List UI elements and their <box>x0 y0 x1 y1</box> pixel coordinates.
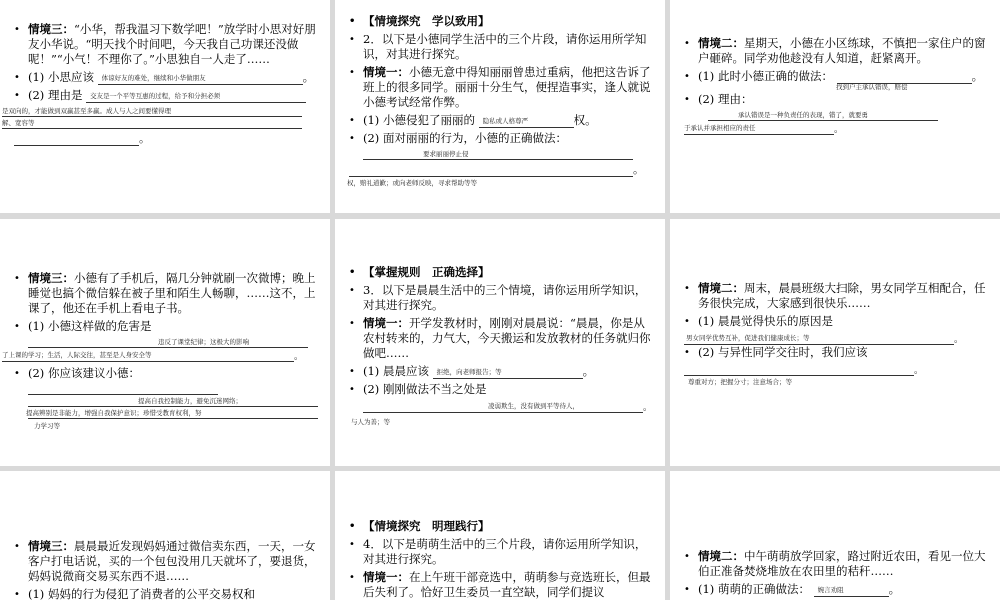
scene-text: 星期天，小德在小区练球，不慎把一家住户的窗户砸碎。同学劝他趁没有人知道，赶紧离开。 <box>698 36 986 65</box>
slide-3 <box>670 0 1000 213</box>
section-heading: • 【情境探究 明理践行】 <box>349 519 655 534</box>
answer-text: 于承认并承担相应的责任 <box>684 124 756 132</box>
question-text: (1) 小德这样做的危害是 <box>28 319 152 333</box>
answer-text: 拒绝，向老师报告；等 <box>436 368 502 376</box>
question-1 <box>14 587 320 600</box>
answer-line-end: 。 <box>684 363 990 376</box>
section-heading: • 【情境探究 学以致用】 <box>349 14 655 29</box>
question-end: 。 <box>582 364 595 378</box>
question-2 <box>349 131 655 146</box>
scene-label: 情境一： <box>363 570 409 584</box>
question-1 <box>349 113 655 128</box>
slide-2 <box>335 0 665 213</box>
section-heading: • 【掌握规则 正确选择】 <box>349 265 655 280</box>
answer-blank <box>814 584 889 597</box>
question-2 <box>684 345 990 360</box>
answer-line-end: 男女同学优势互补，促进我们健康成长；等 。 <box>686 334 964 345</box>
scene-paragraph <box>14 539 320 584</box>
answer-text: 体谅好友的难处，继续和小华做朋友 <box>101 74 206 82</box>
answer-text: 交友是一个平等互惠的过程，给予和分担必须 <box>90 92 221 100</box>
answer-line <box>28 384 218 395</box>
scene-label: 情境二： <box>698 36 744 50</box>
scene-paragraph <box>684 36 990 66</box>
question-1: • (1) 此时小德正确的做法： 。 <box>684 69 990 84</box>
answer-line-end: 。 <box>349 161 655 177</box>
scene-text: 在上午班干部竞选中，萌萌参与竞选班长，但最后失利了。恰好卫生委员一直空缺，同学们提议 <box>363 570 651 599</box>
question-text: (1) 晨晨觉得快乐的原因是 <box>698 314 833 328</box>
answer-line <box>2 118 302 129</box>
scene-text: 开学发教材时，刚刚对晨晨说：“晨晨，你是从农村转来的，力气大，今天搬运和发放教材的任务就归你做吧…… <box>363 316 651 360</box>
answer-text: 提高自我控制能力，避免沉迷网络； <box>138 397 242 405</box>
intro-text: • 2．以下是小德同学生活中的三个片段，请你运用所学知识，对其进行探究。 <box>349 32 655 62</box>
question-1: • (1) 小思应该 体谅好友的难处，继续和小华做朋友 。 <box>14 70 320 85</box>
scene-text: 小德有了手机后，隔几分钟就刷一次微博；晚上睡觉也搞个微信躲在被子里和陌生人畅聊，……这不，上课了，他还在手机上看电子书。 <box>28 271 316 315</box>
answer-text: 是双向的，才能做到双赢甚至多赢。成人与人之间要懂得理 <box>2 107 171 115</box>
slide-1 <box>0 0 330 213</box>
answer-line <box>363 149 633 160</box>
scene-text: 晨晨最近发现妈妈通过微信卖东西，一天，一女客户打电话说，买的一个包包没用几天就坏了，要退货，妈妈说微商交易买东西不退…… <box>28 539 316 583</box>
question-end: 权。 <box>573 113 597 127</box>
answer-text: 解、宽容等 <box>2 119 35 127</box>
answer-text: 男女同学优势互补，促进我们健康成长；等 <box>686 334 810 342</box>
answer-text: 提高辨别是非能力，增强自我保护意识；珍惜受教育权利，努 <box>26 409 202 417</box>
scene-label: 情境二： <box>698 281 744 295</box>
question-2 <box>684 92 990 107</box>
answer-text: 承认错误是一种负责任的表现，错了，就要勇 <box>738 111 868 119</box>
question-text: (1) 小德侵犯了丽丽的 <box>363 113 475 127</box>
answer-text: 凌弱欺生，没有做到平等待人， <box>488 402 579 410</box>
scene-text: 周末，晨晨班级大扫除，男女同学互相配合，任务很快完成，大家感到很快乐…… <box>698 281 986 310</box>
question-text: (2) 与异性同学交往时，我们应该 <box>698 345 868 359</box>
question-1: • (1) 萌萌的正确做法： 婉言劝阻 。 <box>684 582 990 597</box>
question-2 <box>14 88 320 103</box>
slide-9 <box>670 471 1000 600</box>
question-text: (2) 理由是 <box>28 88 83 102</box>
scene-label: 情境三： <box>28 22 74 36</box>
question-1 <box>684 314 990 329</box>
scene-paragraph <box>684 281 990 311</box>
scene-paragraph <box>349 65 655 110</box>
question-text: (1) 晨晨应该 <box>363 364 429 378</box>
answer-line-end: 。 <box>14 130 320 146</box>
question-1 <box>349 364 655 379</box>
intro-text: • 3．以下是晨晨生活中的三个情境，请你运用所学知识，对其进行探究。 <box>349 283 655 313</box>
slide-8 <box>335 471 665 600</box>
question-text: (2) 理由： <box>698 92 753 106</box>
answer-line-end: 于承认并承担相应的责任 。 <box>684 124 844 135</box>
question-text: (1) 此时小德正确的做法： <box>698 69 833 83</box>
scene-label: 情境三： <box>28 271 74 285</box>
answer-line-end: 了上课的学习；生活，人际交往，甚至是人身安全等 。 <box>2 351 304 362</box>
slide-4 <box>0 219 330 466</box>
question-2 <box>14 366 320 381</box>
answer-blank <box>86 90 306 103</box>
question-1 <box>14 319 320 334</box>
scene-paragraph <box>349 316 655 361</box>
question-text: (2) 面对丽丽的行为，小德的正确做法： <box>363 131 567 145</box>
answer-blank <box>433 366 583 379</box>
answer-text: 力学习等 <box>34 422 60 430</box>
answer-text: 要求丽丽停止侵 <box>423 150 469 158</box>
answer-text: 了上课的学习；生活，人际交往，甚至是人身安全等 <box>2 351 152 359</box>
answer-blank <box>98 72 303 85</box>
slide-5 <box>335 219 665 466</box>
answer-line-end: 凌弱欺生，没有做到平等待人， 。 <box>363 400 655 413</box>
answer-line <box>28 337 308 348</box>
answer-text: 隐私或人格尊严 <box>482 117 529 125</box>
answer-text: 与人为善；等 <box>351 418 390 426</box>
scene-paragraph <box>349 570 655 600</box>
scene-label: 情境一： <box>363 316 409 330</box>
scene-text: “小华，帮我温习下数学吧！”放学时小思对好朋友小华说。“明天找个时间吧，今天我自己功课还没做呢！”“小气！不理你了。”小思独自一人走了…… <box>28 22 316 66</box>
answer-line <box>28 408 318 419</box>
question-2 <box>349 382 655 397</box>
scene-paragraph <box>14 22 320 67</box>
question-text: (2) 刚刚做法不当之处是 <box>363 382 487 396</box>
answer-line <box>28 396 318 407</box>
scene-text: 中午萌萌放学回家，路过附近农田，看见一位大伯正准备焚烧堆放在农田里的秸秆…… <box>698 549 986 578</box>
scene-label: 情境一： <box>363 65 409 79</box>
scene-paragraph <box>14 271 320 316</box>
slide-7 <box>0 471 330 600</box>
answer-text: 违反了课堂纪律；这极大的影响 <box>158 338 249 346</box>
question-text: (1) 妈妈的行为侵犯了消费者的公平交易权和 <box>28 587 255 600</box>
answer-text: 婉言劝阻 <box>817 586 844 594</box>
scene-text: 小德无意中得知丽丽曾患过重病，他把这告诉了班上的很多同学。丽丽十分生气，便捏造事实，逢人就说小德考试经常作弊。 <box>363 65 651 109</box>
answer-text: 找到户主承认错误，赔偿 <box>836 83 908 91</box>
intro-text: • 4．以下是萌萌生活中的三个片段，请你运用所学知识，对其进行探究。 <box>349 537 655 567</box>
answer-line <box>708 110 938 121</box>
answer-text: 尊重对方；把握分寸；注意场合；等 <box>688 378 792 386</box>
slide-6 <box>670 219 1000 466</box>
question-text: (2) 你应该建议小德： <box>28 366 140 380</box>
scene-paragraph <box>684 549 990 579</box>
answer-blank <box>837 71 972 84</box>
answer-blank <box>479 115 574 128</box>
question-text: (1) 萌萌的正确做法： <box>698 582 810 596</box>
answer-text: 权，赔礼道歉；或向老师反映，寻求帮助等等 <box>347 179 477 187</box>
answer-line <box>2 106 302 117</box>
question-text: (1) 小思应该 <box>28 70 94 84</box>
scene-label: 情境二： <box>698 549 744 563</box>
scene-label: 情境三： <box>28 539 74 553</box>
